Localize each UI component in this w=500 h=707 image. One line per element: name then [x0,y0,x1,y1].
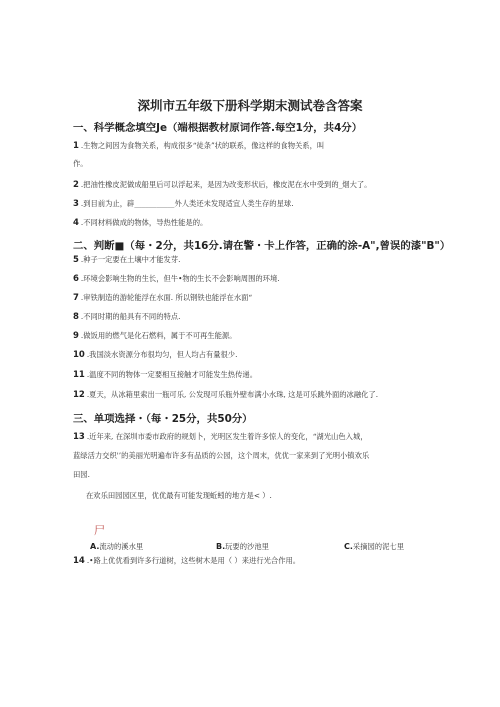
question-text: .做饭用的燃气是化石燃料，属于不可再生能源。 [80,331,237,340]
question-text: .温度不同的物体一定要相互接触才可能发生热传递。 [86,370,257,379]
question-13 [73,432,368,442]
question-text: .到目前为止，辟___________外人类还未发现适宜人类生存的星球. [80,199,294,208]
question-3 [73,199,294,209]
question-number: 14 [73,556,85,566]
section-3-heading: 三、单项选择・（每・25分，共50分） [73,413,253,425]
question-9 [73,331,236,341]
question-12 [73,390,378,400]
question-number: 3 [73,199,79,209]
question-number: 4 [73,218,79,228]
option-c [344,542,404,552]
stray-glyph: 尸 [94,524,105,537]
question-number: 11 [73,370,85,380]
question-number: 7 [73,293,79,303]
question-5 [73,255,180,265]
question-text: .种子一定要在土壤中才能发芽. [80,255,181,264]
option-a-label: A. [90,542,100,551]
question-13-line-2: 蓝绿活力交织'’的美丽光明遍布许多有品质的公园，这个周末，优优一家来到了光明小镇欢乐 [73,451,370,460]
question-text: .环境会影响生物的生长，但牛•物的生长不会影响周围的环境. [80,274,280,283]
option-c-text: 采摘园的泥七里 [352,542,404,551]
question-number: 6 [73,274,79,284]
question-number: 9 [73,331,79,341]
option-c-label: C. [344,542,353,551]
question-8 [73,312,180,322]
question-11 [73,370,257,380]
option-b-label: B. [216,542,226,551]
section-2-heading: 二、判断■（每・2分，共16分.请在警・卡上作答，正确的涂-A",曾误的漆"B"） [73,240,451,252]
question-text: .不同材料做成的物体，导热性能是的。 [80,218,208,227]
question-text: .生物之间因为食物关系，构成很多“徒条”状的联系，像这样的食物关系，叫 [80,141,325,150]
question-1-continued: 作。 [73,159,88,168]
option-b [216,542,269,552]
question-number: 1 [73,141,79,151]
question-number: 13 [73,432,85,442]
section-1-heading: 一、科学概念填空Je（端根据教材原词作答.每空1分，共4分） [73,122,363,134]
option-a [90,542,143,552]
page-title: 深圳市五年级下册科学期末测试卷含答案 [137,98,363,113]
question-text: .把油性橡皮泥做成船里后可以浮起来，是因为改变形状后，橡皮泥在水中受到的_烟大了。 [80,180,372,189]
option-b-text: 玩要的沙池里 [225,542,269,551]
question-number: 5 [73,255,79,265]
question-text: .我国淡水资源分布很均匀，但人均占有量很少. [86,350,238,359]
question-7 [73,293,252,303]
question-1 [73,141,324,151]
question-text: .审铁制造的游轮能浮在水面. 所以钢铁也能浮在水面“ [80,293,253,302]
question-text: .夏天，从冰箱里索出一瓶可乐, 公发现可乐瓶外壁布满小水珠, 这是可乐跳外面的冰融化了. [86,390,379,399]
question-4 [73,218,207,228]
question-6 [73,274,280,284]
question-number: 8 [73,312,79,322]
question-2 [73,180,371,190]
question-number: 2 [73,180,79,190]
option-a-text: 流动的溪水里 [99,542,144,551]
question-text: .不同时期的船具有不同的特点. [80,312,181,321]
question-13-prompt: 在欢乐田园园区里，优优最有可能发现蚯蚓的地方是< ）. [86,491,272,500]
question-10 [73,350,237,360]
question-13-line-3: 田园. [73,470,90,479]
question-14 [73,556,300,566]
question-number: 10 [73,350,85,360]
question-text: .近年来, 在深圳市委市政府的规划卜，光明区发生着许多惊人的变化，“湖光山色入城， [86,432,368,441]
question-number: 12 [73,390,85,400]
question-text: .•路上优优看到许多行道树，这些树木是用（ ）来进行光合作用。 [86,556,301,565]
